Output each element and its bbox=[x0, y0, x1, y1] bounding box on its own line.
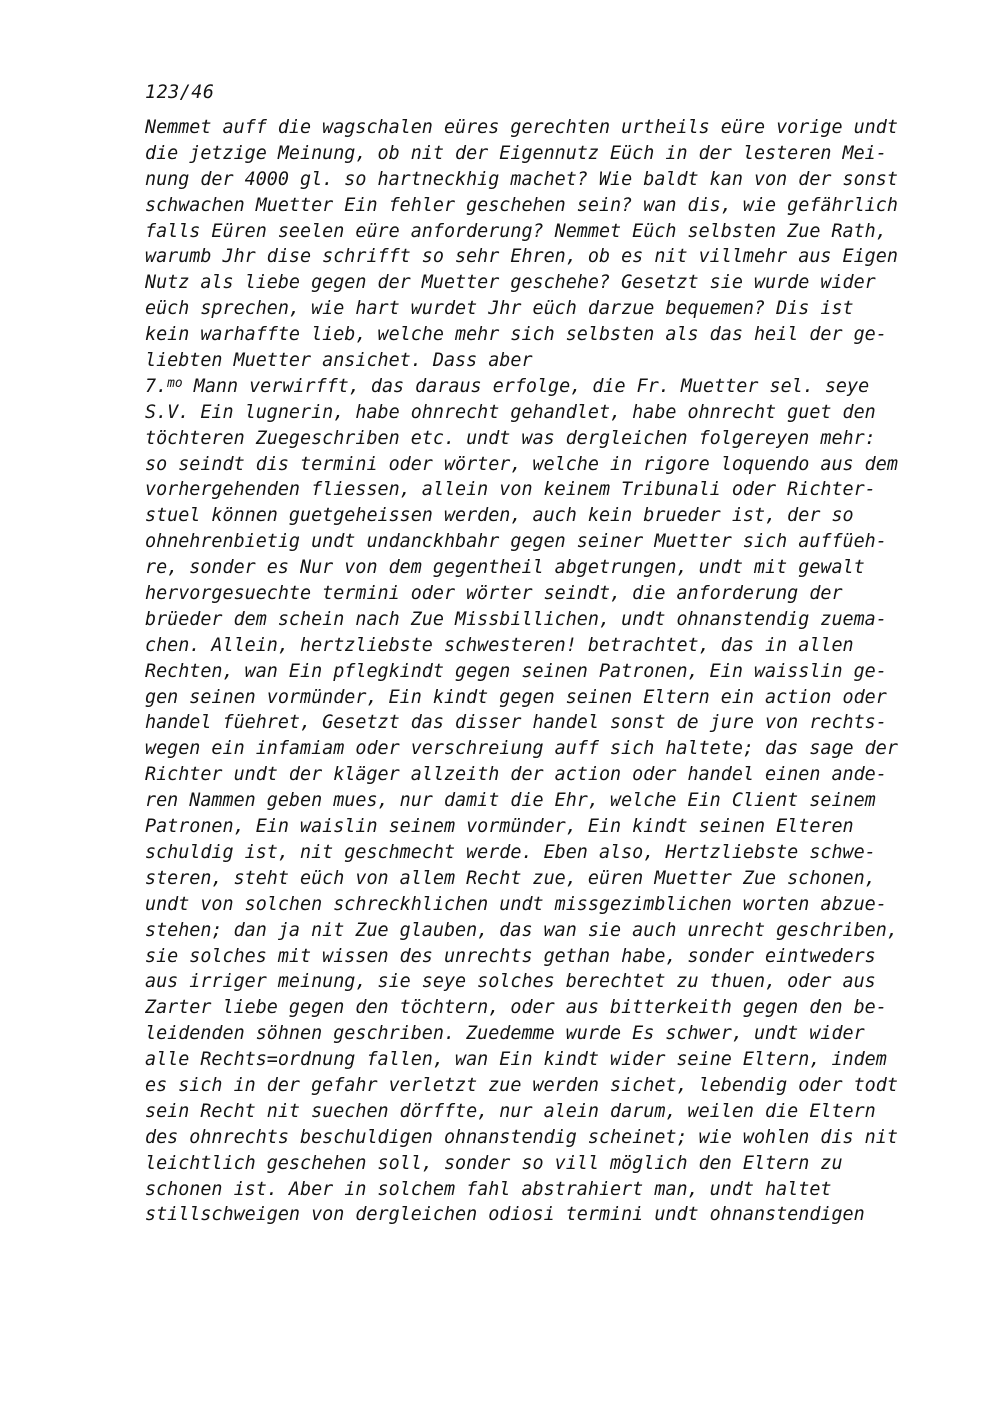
text-line: Patronen, Ein waislin seinem vormünder, Ein kindt seinen Elteren bbox=[145, 816, 854, 838]
page-number: 123/46 bbox=[145, 82, 215, 103]
paragraph-1 bbox=[145, 115, 940, 374]
text-line: leichtlich geschehen soll, sonder so vill möglich den Eltern zu bbox=[145, 1152, 843, 1174]
text-line: undt von solchen schreckhlichen undt missgezimblichen worten abzue- bbox=[145, 893, 887, 915]
text-line: schonen ist. Aber in solchem fahl abstrahiert man, undt haltet bbox=[145, 1178, 832, 1200]
text-line: Zarter liebe gegen den töchtern, oder aus bitterkeith gegen den be- bbox=[145, 997, 887, 1019]
text-line: S.V. Ein lugnerin, habe ohnrecht gehandlet, habe ohnrecht guet den bbox=[145, 401, 876, 423]
body-text bbox=[145, 115, 940, 1228]
text-line: Nemmet auff die wagschalen eüres gerechten urtheils eüre vorige undt bbox=[145, 117, 898, 138]
text-line: vorhergehenden fliessen, allein von keinem Tribunali oder Richter- bbox=[145, 479, 876, 501]
text-line: stillschweigen von dergleichen odiosi termini undt ohnanstendigen bbox=[145, 1204, 865, 1226]
text-line: Rechten, wan Ein pflegkindt gegen seinen Patronen, Ein waisslin ge- bbox=[145, 660, 887, 682]
text-line: so seindt dis termini oder wörter, welche in rigore loquendo aus dem bbox=[145, 453, 898, 475]
text-line: töchteren Zuegeschriben etc. undt was dergleichen folgereyen mehr: bbox=[145, 427, 876, 449]
text-line: stehen; dan ja nit Zue glauben, das wan sie auch unrecht geschriben, bbox=[145, 919, 898, 941]
text-line: leidenden söhnen geschriben. Zuedemme wurde Es schwer, undt wider bbox=[145, 1023, 865, 1045]
text-line: ren Nammen geben mues, nur damit die Ehr, welche Ein Client seinem bbox=[145, 790, 876, 812]
text-line: handel füehret, Gesetzt das disser handel sonst de jure von rechts- bbox=[145, 712, 887, 734]
text-line: wegen ein infamiam oder verschreiung auff sich haltete; das sage der bbox=[145, 738, 898, 760]
text-line: schwachen Muetter Ein fehler geschehen sein? wan dis, wie gefährlich bbox=[145, 194, 898, 216]
text-line: alle Rechts=ordnung fallen, wan Ein kindt wider seine Eltern, indem bbox=[145, 1049, 887, 1071]
text-line: sein Recht nit suechen dörffte, nur alein darum, weilen die Eltern bbox=[145, 1100, 876, 1122]
text-line: schuldig ist, nit geschmecht werde. Eben also, Hertzliebste schwe- bbox=[145, 841, 876, 863]
text-line: nung der 4000 gl. so hartneckhig machet? Wie baldt kan von der sonst bbox=[145, 168, 898, 190]
section-number: 7. bbox=[145, 375, 168, 397]
paragraph-2 bbox=[145, 400, 940, 1229]
text-line: warumb Jhr dise schrifft so sehr Ehren, ob es nit villmehr aus Eigen bbox=[145, 246, 898, 268]
text-line: chen. Allein, hertzliebste schwesteren! betrachtet, das in allen bbox=[145, 634, 854, 656]
text-line: es sich in der gefahr verletzt zue werden sichet, lebendig oder todt bbox=[145, 1074, 898, 1096]
text-line: brüeder dem schein nach Zue Missbillichen, undt ohnanstendig zuema- bbox=[145, 608, 887, 630]
text-line: ohnehrenbietig undt undanckhbahr gegen seiner Muetter sich auffüeh- bbox=[145, 531, 887, 553]
section-7mo-line bbox=[145, 374, 940, 400]
section-line-text: Mann verwirfft, das daraus erfolge, die Fr. Muetter sel. seye bbox=[182, 375, 870, 397]
text-line: re, sonder es Nur von dem gegentheil abgetrungen, undt mit gewalt bbox=[145, 557, 865, 579]
text-line: liebten Muetter ansichet. Dass aber bbox=[145, 350, 533, 372]
text-line: kein warhaffte lieb, welche mehr sich selbsten als das heil der ge- bbox=[145, 324, 887, 346]
text-line: stuel können guetgeheissen werden, auch kein brueder ist, der so bbox=[145, 505, 854, 527]
text-line: gen seinen vormünder, Ein kindt gegen seinen Eltern ein action oder bbox=[145, 686, 887, 708]
page-content bbox=[145, 80, 940, 1228]
section-superscript: mo bbox=[167, 375, 183, 391]
text-line: eüch sprechen, wie hart wurdet Jhr eüch darzue bequemen? Dis ist bbox=[145, 298, 854, 320]
text-line: hervorgesuechte termini oder wörter seindt, die anforderung der bbox=[145, 583, 843, 605]
text-line: des ohnrechts beschuldigen ohnanstendig scheinet; wie wohlen dis nit bbox=[145, 1126, 898, 1148]
text-line: Nutz als liebe gegen der Muetter geschehe? Gesetzt sie wurde wider bbox=[145, 272, 876, 294]
text-line: steren, steht eüch von allem Recht zue, eüren Muetter Zue schonen, bbox=[145, 867, 876, 889]
text-line: aus irriger meinung, sie seye solches berechtet zu thuen, oder aus bbox=[145, 971, 876, 993]
text-line: falls Eüren seelen eüre anforderung? Nemmet Eüch selbsten Zue Rath, bbox=[145, 220, 887, 242]
text-line: sie solches mit wissen des unrechts gethan habe, sonder eintweders bbox=[145, 945, 876, 967]
text-line: die jetzige Meinung, ob nit der Eigennutz Eüch in der lesteren Mei- bbox=[145, 142, 887, 164]
text-line: Richter undt der kläger allzeith der action oder handel einen ande- bbox=[145, 764, 887, 786]
